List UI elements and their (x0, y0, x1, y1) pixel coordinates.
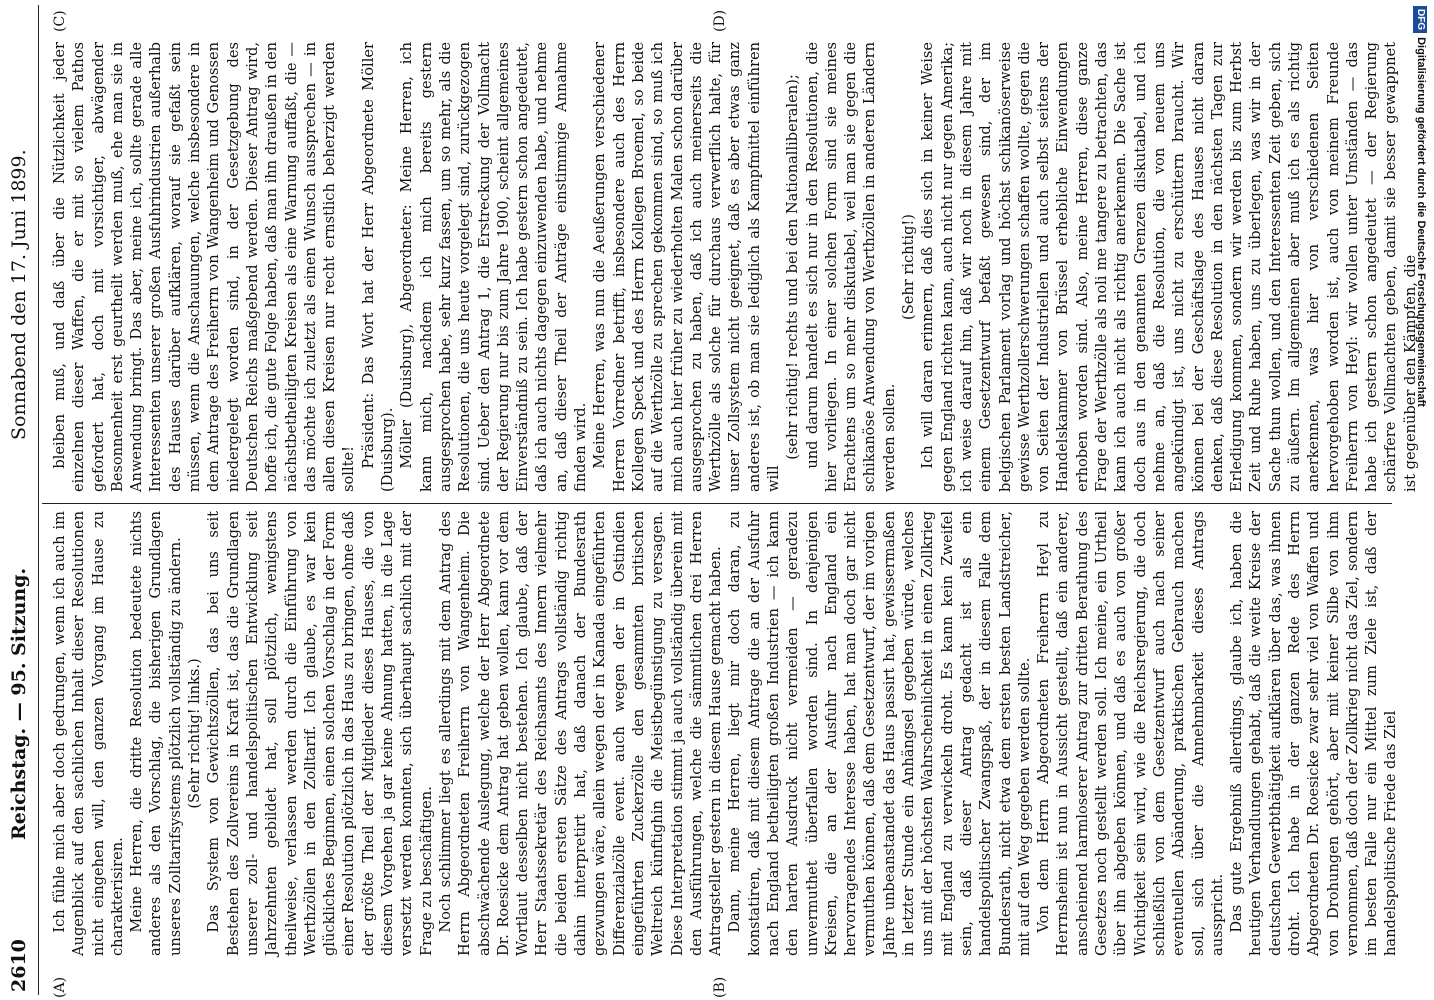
paragraph: bleiben muß, und daß über die Nützlichkeit jeder einzelnen dieser Waffen, die er mit so vielem Pathos gefordert hat, doch mit vorsichtiger, abwägender Besonnenheit erst geurtheilt werden muß, ehe man sie in Anwendung bringt. Das aber, meine ich, sollte gerade alle Interessenten unserer großen Ausfuhrindustrien außerhalb des Hauses darüber aufklären, worauf sie gefaßt sein müssen, wenn die Anschauungen, welche insbesondere in dem Antrage des Freiherrn von Wangenheim und Genossen niedergelegt worden sind, in der Gesetzgebung des Deutschen Reichs maßgebend werden. Dieser Antrag wird, hoffe ich, die gute Folge haben, daß man ihn draußen in den nächstbetheiligten Kreisen als eine Warnung auffaßt, die — das möchte ich zuletzt als einen Wunsch aussprechen — in allen diesen Kreisen nur recht ernstlich beherzigt werden sollte! (51, 42, 358, 492)
dfg-logo: DFG (1413, 6, 1427, 33)
header-rule (38, 5, 39, 995)
text-column-left (50, 511, 1400, 956)
paragraph: (Sehr richtig!) (900, 214, 918, 320)
margin-marker-c: (C) (52, 10, 68, 32)
text-column-right (50, 42, 1419, 492)
margin-marker-b: (B) (712, 976, 728, 998)
paragraph: und darum handelt es sich nur in den Resolutionen, die hier vorliegen. In einer solchen Form sind sie meines Erachtens um so mehr diskutabel, weil man sie gegen die schikanöse Anwendung von Werthzöllen in anderen Ländern werden sollen. (803, 42, 898, 492)
paragraph: Möller (Duisburg), Abgeordneter: Meine Herren, ich kann mich, nachdem ich mich bereits gestern ausgesprochen habe, sehr kurz fassen, um so mehr, als die Resolutionen, die uns heute vorgelegt sind, zurückgezogen sind. Ueber den Antrag 1, die Erstreckung der Vollmacht der Regierung nur bis zum Jahre 1900, scheint allgemeines Einverständniß zu sein. Ich habe gestern schon angedeutet, daß ich auch nichts dagegen einzuwenden habe, und nehme an, daß dieser Theil der Anträge einstimmige Annahme finden wird. (398, 42, 590, 492)
header-title: Reichstag. — 95. Sitzung. (8, 567, 30, 840)
paragraph: Ich will daran erinnern, daß dies sich in keiner Weise gegen England richten kann, auch nicht nur gegen Amerika; ich weise darauf hin, daß wir noch in diesem Jahre mit einem Gesetzentwurf befaßt gewesen sind, der im belgischen Parlament vorlag und höchst schikanöserweise gewisse Werthzollerschwerungen schaffen wollte, gegen die von Seiten der Industriellen und auch selbst seitens der Handelskammer von Brüssel erhebliche Einwendungen erhoben worden sind. Also, meine Herren, diese ganze Frage der Werthzölle als noli me tangere zu betrachten, das kann ich auch nicht als richtig anerkennen. Die Sache ist doch aus in den genannten Grenzen diskutabel, und ich nehme an, daß die Resolution, die von neuem uns angekündigt ist, uns nicht zu erschüttern braucht. Wir können bei der Geschäftslage des Hauses nicht daran denken, daß diese Resolution in den nächsten Tagen zur Erledigung kommen, sondern wir werden bis zum Herbst Zeit und Ruhe haben, uns zu überlegen, was wir in der Sache thun wollen, und den Interessenten Zeit geben, sich zu äußern. Im allgemeinen aber muß ich es als richtig anerkennen, was hier von verschiedenen Seiten hervorgehoben worden ist, auch von meinem Freunde Freiherrn von Heyl: wir wollen unter Umständen — das habe ich gestern schon angedeutet — der Regierung schärfere Vollmachten geben, damit sie besser gewappnet ist gegenüber den Kämpfen, die (919, 42, 1419, 492)
dfg-text: Digitalisierung gefördert durch die Deutsche Forschungsgemeinschaft (1415, 37, 1427, 407)
paragraph: Ich fühle mich aber doch gedrungen, wenn ich auch im Augenblick auf den sachlichen Inhalt dieser Resolutionen nicht eingehen will, den ganzen Vorgang im Hause zu charakterisiren. (51, 511, 126, 956)
header-date: Sonnabend den 17. Juni 1899. (8, 149, 30, 440)
paragraph: Dann, meine Herren, liegt mir doch daran, zu konstatiren, daß mit diesem Antrage die an der Ausfuhr nach England betheiligten großen Industrien — ich kann den harten Ausdruck nicht vermeiden — geradezu unvermuthet überfallen worden sind. In denjenigen Kreisen, die an der Ausfuhr nach England ein hervorragendes Interesse haben, hat man doch gar nicht vermuthen können, daß dem Gesetzentwurf, der im vorigen Jahre unbeanstandet das Haus passirt hat, gewissermaßen in letzter Stunde ein Anhängsel gegeben würde, welches uns mit der höchsten Wahrscheinlichkeit in einen Zollkrieg mit England zu verwickeln droht. Es kann kein Zweifel sein, daß dieser Antrag gedacht ist als ein handelspolitischer Zwangspaß, der in diesem Falle dem Bundesrath, nicht etwa dem ersten besten Landstreicher, mit auf den Weg gegeben werden sollte. (726, 511, 1033, 956)
paragraph: Meine Herren, die dritte Resolution bedeutete nichts anderes als den Vorschlag, die bisherigen Grundlagen unseres Zolltarifsystems plötzlich vollständig zu ändern. (128, 511, 184, 956)
page-header (8, 0, 34, 1000)
paragraph: Das System von Gewichtszöllen, das bei uns seit Bestehen des Zollvereins in Kraft ist, das die Grundlagen unserer zoll- und handelspolitischen Entwicklung seit Jahrzehnten gebildet hat, soll plötzlich, wenigstens theilweise, verlassen werden durch die Einführung von Werthzöllen in den Zolltarif. Ich glaube, es war kein glückliches Beginnen, einen solchen Vorschlag in der Form einer Resolution plötzlich in das Haus zu bringen, ohne daß der größte Theil der Mitglieder dieses Hauses, die von diesem Vorgehen ja gar keine Ahnung hatten, in die Lage versetzt werden konnten, sich überhaupt sachlich mit der Frage zu beschäftigen. (205, 511, 435, 956)
page-number: 2610 (8, 939, 30, 992)
margin-marker-d: (D) (712, 9, 728, 32)
paragraph: Präsident: Das Wort hat der Herr Abgeordnete Möller (Duisburg). (359, 42, 397, 492)
paragraph: (sehr richtig! rechts und bei den Nationalliberalen); (784, 74, 802, 460)
paragraph: Noch schlimmer liegt es allerdings mit dem Antrag des Herrn Abgeordneten Freiherrn von Wangenheim. Die abschwächende Auslegung, welche der Herr Abgeordnete Dr. Roesicke dem Antrag hat geben wollen, kann vor dem Wortlaut desselben nicht bestehen. Ich glaube, daß der Herr Staatssekretär des Reichsamts des Innern vielmehr die beiden ersten Sätze des Antrags vollständig richtig dahin interpretirt hat, daß danach der Bundesrath gezwungen wäre, allein wegen der in Kanada eingeführten Differenzialzölle event. auch wegen der in Ostindien eingeführten Zuckerzölle den gesammten britischen Weltreich künftighin die Meistbegünstigung zu versagen. Diese Interpretation stimmt ja auch vollständig überein mit den Ausführungen, welche die sämmtlichen drei Herren Antragsteller gestern in diesem Hause gemacht haben. (436, 511, 725, 956)
dfg-watermark (1410, 6, 1432, 996)
margin-marker-a: (A) (52, 976, 68, 998)
paragraph: Meine Herren, was nun die Aeußerungen verschiedener Herren Vorredner betrifft, insbesondere auch des Herrn Kollegen Speck und des Herrn Kollegen Broemel, so beide auf die Werthzölle zu sprechen gekommen sind, so muß ich mich auch hier früher zu wiederholten Malen schon darüber ausgesprochen zu haben, daß ich auch meinerseits die Werthzölle als solche für durchaus verwerflich halte, für unser Zollsystem nicht geeignet, daß es aber etwas ganz anderes ist, ob man sie lediglich als Kampfmittel einführen will (591, 42, 782, 492)
paragraph: (Sehr richtig! links.) (186, 658, 204, 809)
column-rule (42, 503, 1392, 504)
paragraph: Von dem Herrn Abgeordneten Freiherrn Heyl zu Herrnsheim ist nun in Aussicht gestellt, daß ein anderer, anscheinend harmloserer Antrag zur dritten Berathung des Gesetzes noch gestellt werden soll. Ich meine, ein Urtheil über ihn abgeben können, und daß es auch von großer Wichtigkeit sein wird, wie die Reichsregierung, die doch schließlich von dem Gesetzentwurf auch nach seiner eventuellen Abänderung, praktischen Gebrauch machen soll, sich über die Annehmbarkeit dieses Antrags ausspricht. (1035, 511, 1226, 956)
paragraph: Das gute Ergebniß allerdings, glaube ich, haben die heutigen Verhandlungen gehabt, daß die weite Kreise der deutschen Gewerbthätigkeit aufklären über das, was ihnen droht. Ich habe in der ganzen Rede des Herrn Abgeordneten Dr. Roesicke zwar sehr viel von Waffen und von Drohungen gehört, aber mit keiner Silbe von ihm vernommen, daß doch der Zollkrieg nicht das Ziel, sondern im besten Falle nur ein Mittel zum Ziele ist, daß der handelspolitische Friede das Ziel (1228, 511, 1400, 956)
